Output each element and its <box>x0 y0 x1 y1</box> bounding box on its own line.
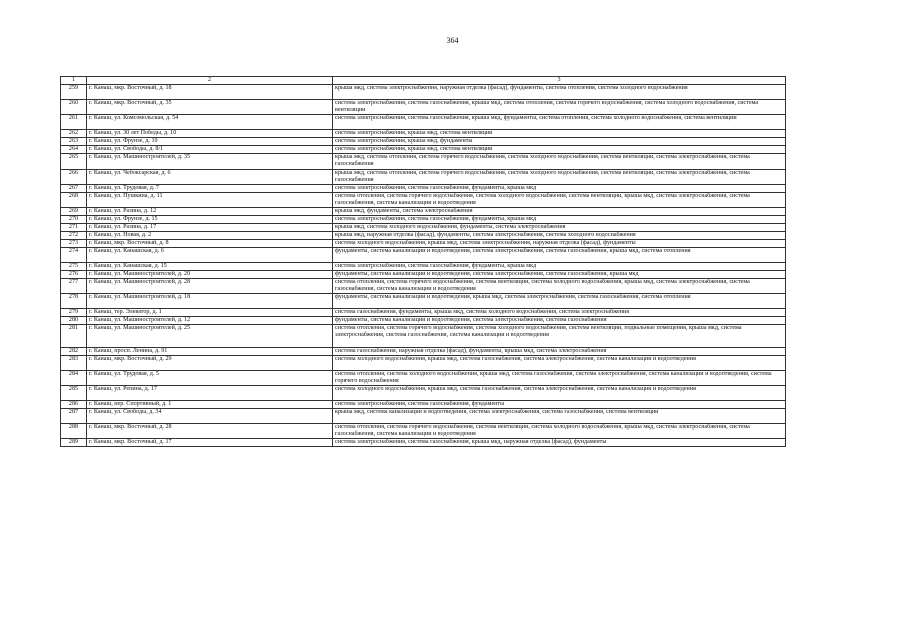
row-address: г. Канаш, ул. Машиностроителей, д. 28 <box>87 279 333 294</box>
row-systems: крыша мкд, система отопления, система горячего водоснабжения, система холодного водоснабжения, система вентиляции, система электроснабжения, система газоснабжения <box>333 169 786 184</box>
table-header-row <box>61 77 786 85</box>
row-address: г. Канаш, ул. Фрунзе, д. 19 <box>87 138 333 146</box>
row-address: г. Канаш, мкр. Восточный, д. 28 <box>87 424 333 439</box>
table-row <box>61 309 786 317</box>
row-number: 266 <box>61 169 87 184</box>
row-systems: система электроснабжения, система газоснабжения, крыша мкд, система отопления, система горячего водоснабжения, система холодного водоснабжения, система вентиляции <box>333 100 786 115</box>
row-address: г. Канаш, тер. Элеватор, д. 1 <box>87 309 333 317</box>
row-systems: система газоснабжения, наружная отделка (фасад), фундаменты, крыша мкд, система электроснабжения <box>333 347 786 355</box>
row-number: 275 <box>61 263 87 271</box>
row-number: 260 <box>61 100 87 115</box>
row-systems: система отопления, система горячего водоснабжения, система холодного водоснабжения, система вентиляции, крыша мкд, система электроснабжения, система газоснабжения, система канализации и водоотведения <box>333 192 786 207</box>
row-address: г. Канаш, ул. Машиностроителей, д. 12 <box>87 317 333 325</box>
table-row <box>61 355 786 370</box>
row-systems: фундаменты, система канализации и водоотведения, система электроснабжения, система газоснабжения, крыша мкд <box>333 271 786 279</box>
row-systems: система газоснабжения, фундаменты, крыша мкд, система холодного водоснабжения, система электроснабжения <box>333 309 786 317</box>
table-row <box>61 184 786 192</box>
row-address: г. Канаш, ул. Чебоксарская, д. 6 <box>87 169 333 184</box>
row-systems: система электроснабжения, система газоснабжения, крыша мкд, наружная отделка (фасад), фундаменты <box>333 439 786 447</box>
page-number: 364 <box>446 36 459 45</box>
row-number: 284 <box>61 370 87 385</box>
row-systems: крыша мкд, фундаменты, система электроснабжения <box>333 207 786 215</box>
row-number: 276 <box>61 271 87 279</box>
row-address: г. Канаш, ул. Канашская, д. 6 <box>87 247 333 262</box>
row-number: 278 <box>61 294 87 309</box>
row-systems: система электроснабжения, система газоснабжения, фундаменты, крыша мкд <box>333 263 786 271</box>
row-number: 274 <box>61 247 87 262</box>
row-systems: система холодного водоснабжения, крыша мкд, система газоснабжения, система электроснабжения, система канализации и водоотведения <box>333 385 786 400</box>
row-number: 283 <box>61 355 87 370</box>
row-systems: система электроснабжения, система газоснабжения, фундаменты, крыша мкд <box>333 184 786 192</box>
table-row <box>61 370 786 385</box>
row-number: 264 <box>61 146 87 154</box>
row-address: г. Канаш, мкр. Восточный, д. 29 <box>87 355 333 370</box>
table-row <box>61 146 786 154</box>
table-row <box>61 115 786 130</box>
table-row <box>61 154 786 169</box>
row-systems: система электроснабжения, система газоснабжения, крыша мкд, фундаменты, система отопления, система холодного водоснабжения, система вентиляции <box>333 115 786 130</box>
table-row <box>61 207 786 215</box>
row-number: 279 <box>61 309 87 317</box>
table-row <box>61 385 786 400</box>
row-address: г. Канаш, ул. Трудовая, д. 7 <box>87 184 333 192</box>
row-address: г. Канаш, ул. Фрунзе, д. 15 <box>87 215 333 223</box>
table-row <box>61 347 786 355</box>
row-systems: крыша мкд, наружная отделка (фасад), фундаменты, система электроснабжения, система холодного водоснабжения <box>333 231 786 239</box>
table-row <box>61 192 786 207</box>
header-number: 1 <box>61 77 87 85</box>
table-row <box>61 138 786 146</box>
row-number: 289 <box>61 439 87 447</box>
table-row <box>61 247 786 262</box>
row-address: г. Канаш, просп. Ленина, д. 91 <box>87 347 333 355</box>
table-row <box>61 400 786 408</box>
row-address: г. Канаш, ул. Машиностроителей, д. 35 <box>87 154 333 169</box>
row-systems: система электроснабжения, система газоснабжения, фундаменты <box>333 400 786 408</box>
table-row <box>61 130 786 138</box>
row-systems: система электроснабжения, крыша мкд, система вентиляции <box>333 146 786 154</box>
row-address: г. Канаш, ул. Разина, д. 12 <box>87 207 333 215</box>
row-number: 269 <box>61 207 87 215</box>
table-row <box>61 239 786 247</box>
row-number: 261 <box>61 115 87 130</box>
row-number: 270 <box>61 215 87 223</box>
row-number: 287 <box>61 408 87 423</box>
table-row <box>61 100 786 115</box>
row-systems: система электроснабжения, система газоснабжения, фундаменты, крыша мкд <box>333 215 786 223</box>
row-systems: система отопления, система холодного водоснабжения, крыша мкд, система газоснабжения, система электроснабжения, система канализации и водоотведения, система горячего водоснабжения <box>333 370 786 385</box>
row-systems: система отопления, система горячего водоснабжения, система вентиляции, система холодного водоснабжения, крыша мкд, система электроснабжения, система газоснабжения, система канализации и водоотведения <box>333 424 786 439</box>
row-systems: крыша мкд, система канализации и водоотведения, система электроснабжения, система газоснабжения, система вентиляции <box>333 408 786 423</box>
row-systems: крыша мкд, система холодного водоснабжения, фундаменты, система электроснабжения <box>333 223 786 231</box>
table-row <box>61 439 786 447</box>
row-number: 272 <box>61 231 87 239</box>
row-number: 267 <box>61 184 87 192</box>
row-address: г. Канаш, ул. Канашская, д. 15 <box>87 263 333 271</box>
row-address: г. Канаш, ул. Комсомольская, д. 54 <box>87 115 333 130</box>
row-number: 281 <box>61 325 87 347</box>
row-address: г. Канаш, мкр. Восточный, д. 18 <box>87 85 333 100</box>
table-row <box>61 424 786 439</box>
row-systems: фундаменты, система канализации и водоотведения, система электроснабжения, система газоснабжения, крыша мкд, система отопления <box>333 247 786 262</box>
row-number: 285 <box>61 385 87 400</box>
row-address: г. Канаш, ул. Свободы, д. 8/1 <box>87 146 333 154</box>
row-number: 277 <box>61 279 87 294</box>
row-address: г. Канаш, ул. Пушкина, д. 11 <box>87 192 333 207</box>
table-row <box>61 294 786 309</box>
table-row <box>61 271 786 279</box>
row-number: 280 <box>61 317 87 325</box>
row-systems: система отопления, система горячего водоснабжения, система вентиляции, система холодного водоснабжения, крыша мкд, система электроснабжения, система газоснабжения, система канализации и водоотведения <box>333 279 786 294</box>
header-systems: 3 <box>333 77 786 85</box>
row-systems: фундаменты, система канализации и водоотведения, система электроснабжения, система газоснабжения <box>333 317 786 325</box>
row-systems: система холодного водоснабжения, крыша мкд, система газоснабжения, система электроснабжения, система канализации и водоотведения <box>333 355 786 370</box>
row-systems: система отопления, система горячего водоснабжения, система холодного водоснабжения, система вентиляции, подвальные помещения, крыша мкд, система электроснабжения, система газоснабжения, система канализации и водоотведения <box>333 325 786 347</box>
row-address: г. Канаш, мкр. Восточный, д. 35 <box>87 100 333 115</box>
table-row <box>61 85 786 100</box>
row-number: 265 <box>61 154 87 169</box>
table-row <box>61 408 786 423</box>
table-row <box>61 215 786 223</box>
row-address: г. Канаш, ул. Машиностроителей, д. 18 <box>87 294 333 309</box>
table-row <box>61 317 786 325</box>
table-body <box>61 85 786 447</box>
table-row <box>61 325 786 347</box>
row-number: 262 <box>61 130 87 138</box>
row-address: г. Канаш, ул. Машиностроителей, д. 25 <box>87 325 333 347</box>
row-systems: система электроснабжения, крыша мкд, фундаменты <box>333 138 786 146</box>
row-systems: крыша мкд, система электроснабжения, наружная отделка (фасад), фундаменты, система отопления, система холодного водоснабжения <box>333 85 786 100</box>
row-number: 259 <box>61 85 87 100</box>
row-address: г. Канаш, мкр. Восточный, д. 17 <box>87 439 333 447</box>
row-systems: система электроснабжения, крыша мкд, система вентиляции <box>333 130 786 138</box>
row-address: г. Канаш, ул. Трудовая, д. 5 <box>87 370 333 385</box>
row-address: г. Канаш, ул. Свободы, д. 34 <box>87 408 333 423</box>
row-address: г. Канаш, пер. Спортивный, д. 1 <box>87 400 333 408</box>
row-number: 282 <box>61 347 87 355</box>
row-address: г. Канаш, ул. 30 лет Победы, д. 10 <box>87 130 333 138</box>
row-address: г. Канаш, ул. Новая, д. 2 <box>87 231 333 239</box>
table-row <box>61 223 786 231</box>
row-address: г. Канаш, ул. Репина, д. 17 <box>87 385 333 400</box>
row-address: г. Канаш, ул. Машиностроителей, д. 20 <box>87 271 333 279</box>
table-row <box>61 263 786 271</box>
row-address: г. Канаш, мкр. Восточный, д. 8 <box>87 239 333 247</box>
table-row <box>61 279 786 294</box>
table-row <box>61 169 786 184</box>
row-systems: фундаменты, система канализации и водоотведения, крыша мкд, система электроснабжения, система газоснабжения, система отопления <box>333 294 786 309</box>
row-systems: крыша мкд, система отопления, система горячего водоснабжения, система холодного водоснабжения, система вентиляции, система электроснабжения, система газоснабжения <box>333 154 786 169</box>
row-number: 268 <box>61 192 87 207</box>
row-number: 288 <box>61 424 87 439</box>
header-address: 2 <box>87 77 333 85</box>
row-systems: система холодного водоснабжения, крыша мкд, система электроснабжения, наружная отделка (фасад), фундаменты <box>333 239 786 247</box>
row-number: 286 <box>61 400 87 408</box>
row-number: 273 <box>61 239 87 247</box>
row-number: 271 <box>61 223 87 231</box>
table-row <box>61 231 786 239</box>
building-systems-table <box>60 76 786 447</box>
row-address: г. Канаш, ул. Разина, д. 17 <box>87 223 333 231</box>
row-number: 263 <box>61 138 87 146</box>
